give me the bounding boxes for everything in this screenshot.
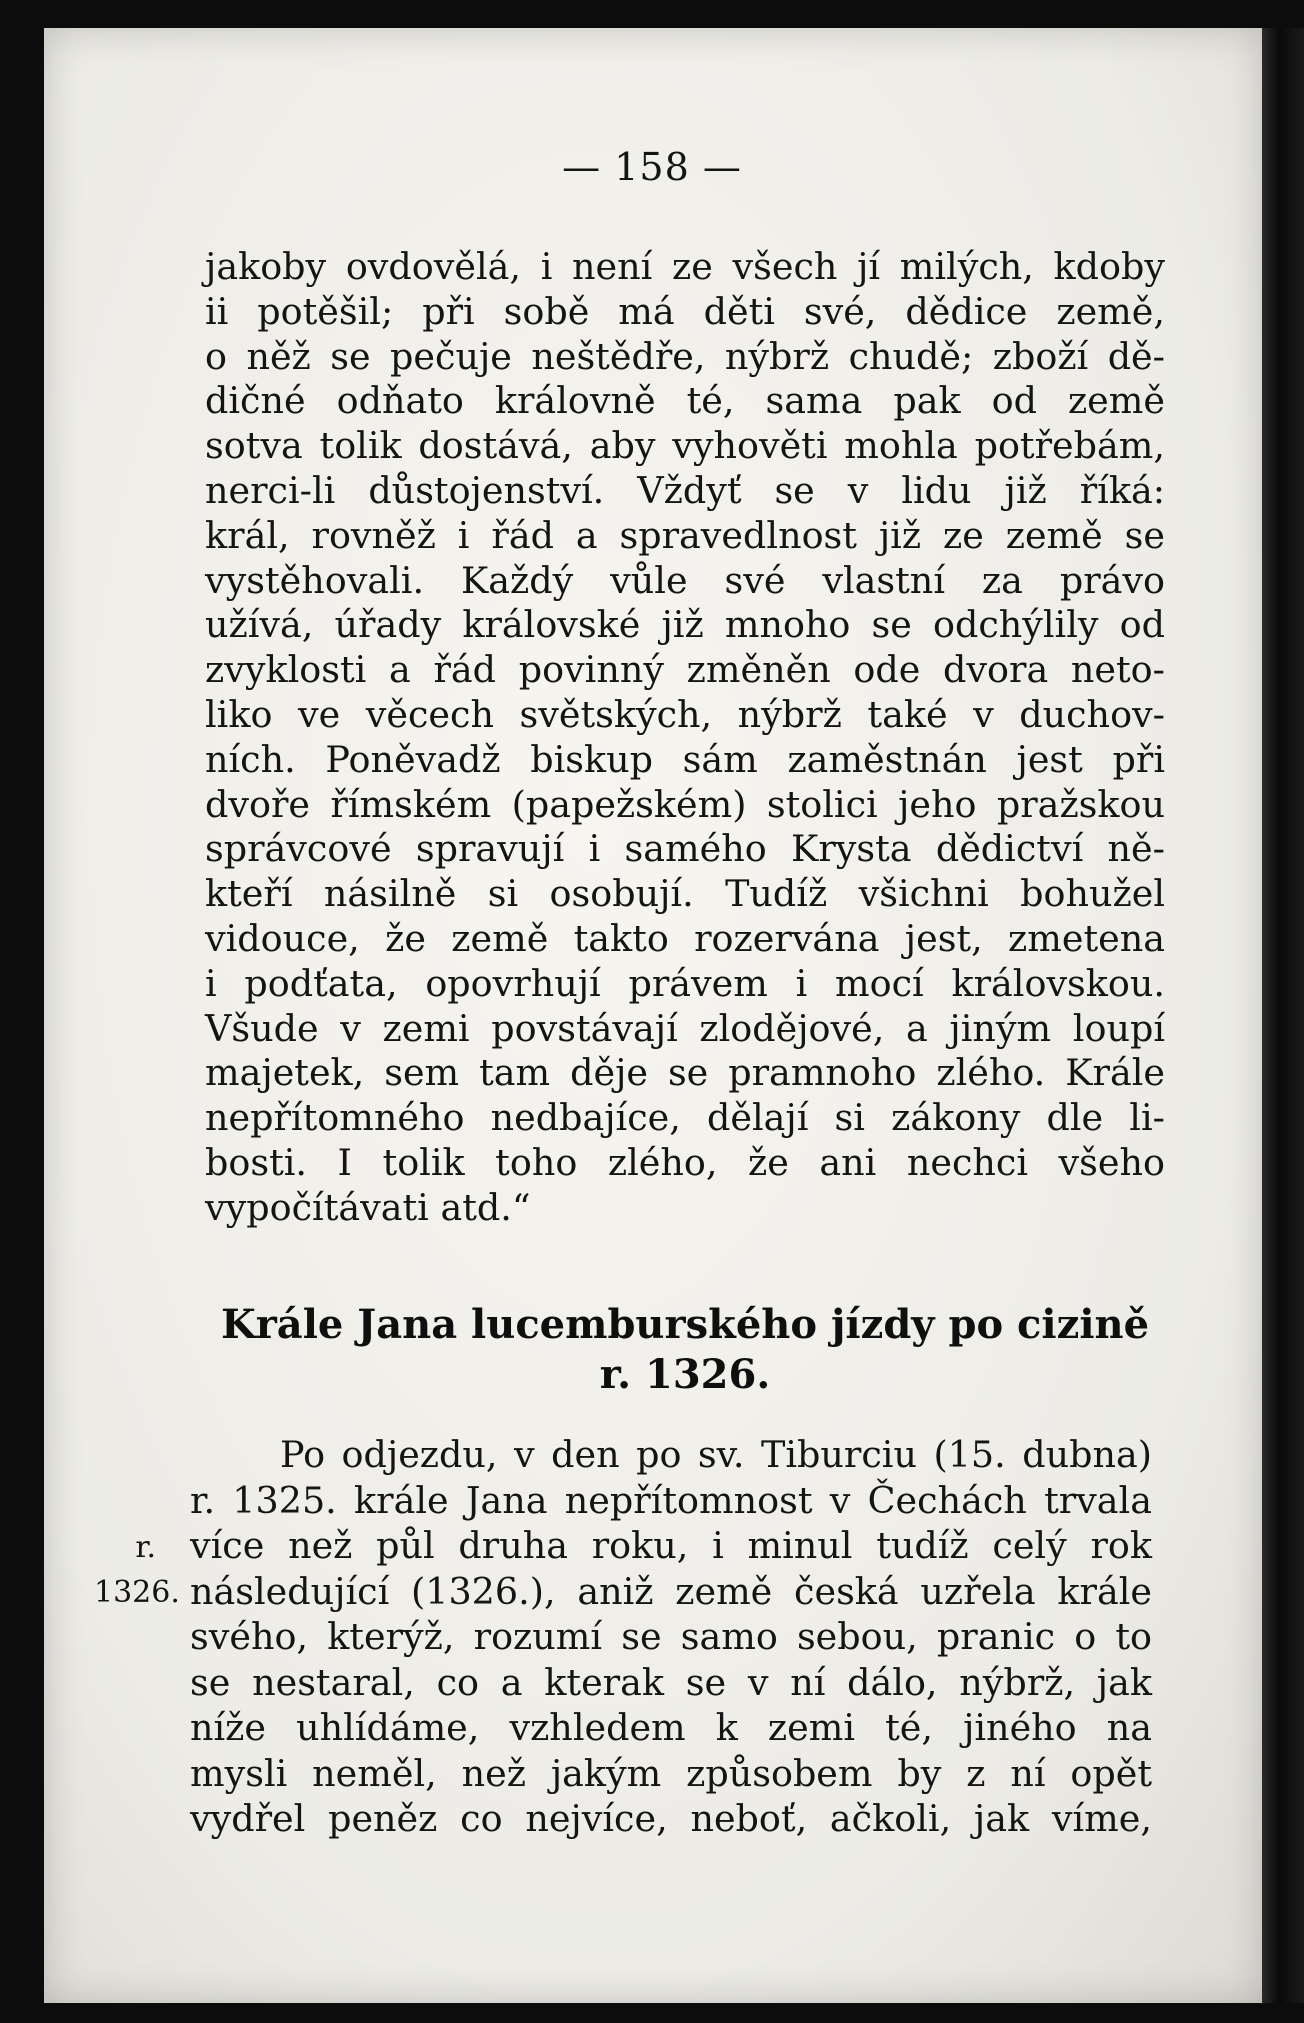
text-line: jakoby ovdovělá, i není ze všech jí milých, kdoby [205,245,1165,288]
text-line: Všude v zemi povstávají zlodějové, a jiným loupí [205,1006,1165,1050]
text-line: správcové spravují i samého Krysta dědictví ně- [205,827,1165,871]
text-line: majetek, sem tam děje se pramnoho zlého. Krále [205,1051,1165,1095]
text-line: zvyklosti a řád povinný změněn ode dvora neto- [205,648,1165,692]
text-line: vystěhovali. Každý vůle své vlastní za právo [205,558,1165,602]
text-line: svého, kterýž, rozumí se samo sebou, pranic o to [190,1615,1152,1658]
margin-note-line: r. [135,1530,156,1565]
text-line: dičné odňato královně té, sama pak od země [205,379,1165,423]
text-line: r. 1325. krále Jana nepřítomnost v Čechách trvala [190,1478,1152,1522]
text-line: ních. Poněvadž biskup sám zaměstnán jest při [205,737,1165,781]
text-line: vydřel peněz co nejvíce, neboť, ačkoli, jak víme, [190,1797,1152,1840]
text-line: i podťata, opovrhují právem i mocí královskou. [205,961,1165,1005]
text-line: mysli neměl, než jakým způsobem by z ní opět [190,1751,1152,1795]
text-line: ii potěšil; při sobě má děti své, dědice země, [205,289,1165,333]
text-line: král, rovněž i řád a spravedlnost již ze země se [205,513,1165,557]
text-line: kteří násilně si osobují. Tudíž všichni bohužel [205,872,1165,916]
text-line: se nestaral, co a kterak se v ní dálo, nýbrž, jak [190,1660,1152,1704]
text-line: následující (1326.), aniž země česká uzřela krále [190,1569,1152,1613]
heading-line: Krále Jana lucemburského jízdy po cizině [220,1301,1150,1348]
text-line: Po odjezdu, v den po sv. Tiburciu (15. dubna) [280,1433,1152,1476]
text-line: užívá, úřady královské již mnoho se odchýlily od [205,603,1165,647]
text-line: o něž se pečuje neštědře, nýbrž chudě; zboží dě- [205,334,1165,378]
text-line: níže uhlídáme, vzhledem k zemi té, jiného na [190,1706,1152,1749]
text-line: vypočítávati atd.“ [205,1185,531,1229]
text-line: dvoře římském (papežském) stolici jeho pražskou [205,782,1165,826]
margin-note-line: 1326. [94,1575,180,1610]
heading-line: r. 1326. [599,1351,771,1398]
text-line: bosti. I tolik toho zlého, že ani nechci všeho [205,1140,1165,1184]
text-line: více než půl druha roku, i minul tudíž celý rok [190,1524,1152,1567]
text-line: sotva tolik dostává, aby vyhověti mohla potřebám, [205,424,1165,468]
text-line: vidouce, že země takto rozervána jest, zmetena [205,916,1165,960]
text-line: nerci-li důstojenství. Vždyť se v lidu již říká: [205,468,1165,512]
text-line: nepřítomného nedbajíce, dělají si zákony dle li- [205,1096,1165,1140]
page-number: — 158 — [562,145,742,189]
body-paragraph [205,245,1165,1231]
book-spine-edge [1262,28,1304,2003]
margin-year-note [94,1525,180,1615]
text-line: liko ve věcech světských, nýbrž také v duchov- [205,692,1165,736]
second-paragraph [190,1432,1152,1842]
section-heading [190,1300,1180,1400]
